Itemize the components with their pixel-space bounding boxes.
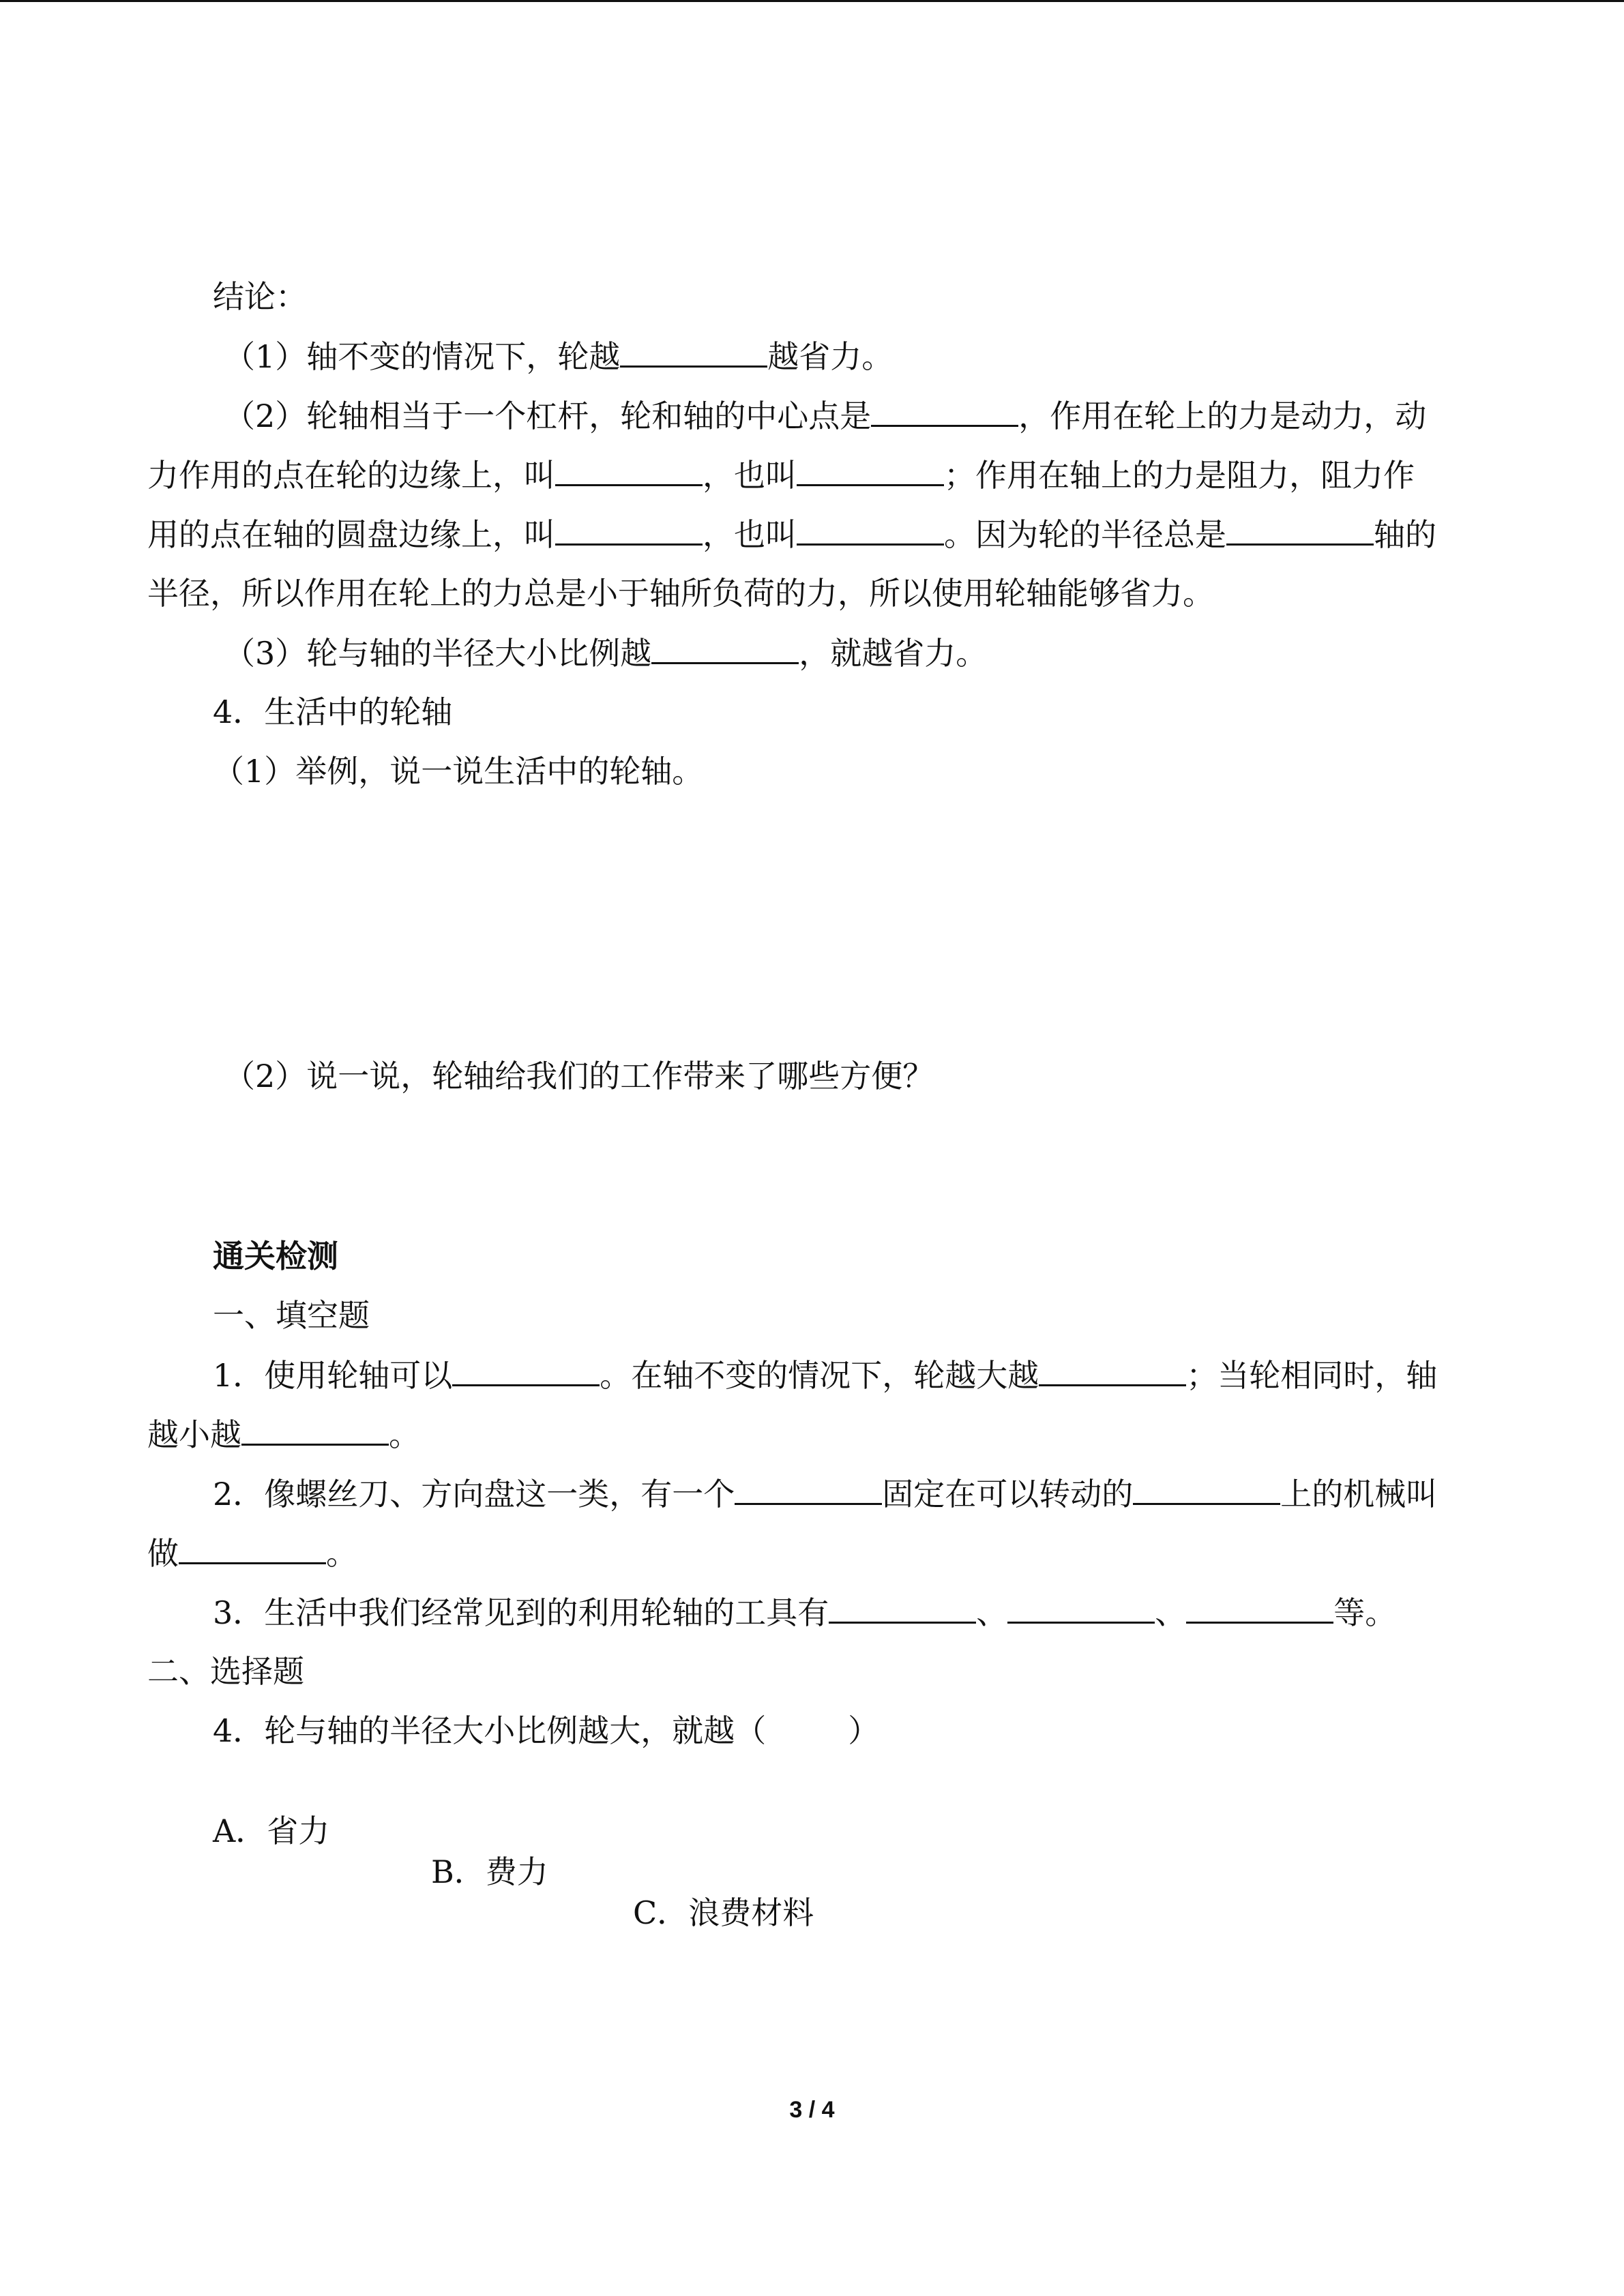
option-c[interactable]: C．浪费材料	[633, 1894, 814, 1931]
answer-blank[interactable]	[1007, 1592, 1155, 1624]
answer-blank[interactable]	[797, 513, 944, 546]
page-number: 3 / 4	[789, 2097, 835, 2123]
fill-question-3: 3．生活中我们经常见到的利用轮轴的工具有 、 、 等。	[0, 1592, 1624, 1632]
test-title: 通关检测	[213, 1238, 338, 1274]
life-heading: 4．生活中的轮轴	[213, 694, 453, 730]
conclusion-item-2-line-4: 半径，所以作用在轮上的力总是小于轴所负荷的力，所以使用轮轴能够省力。	[147, 575, 1214, 612]
conclusion-item-1: （1）轴不变的情况下，轮越 越省力。	[0, 336, 1624, 376]
answer-blank[interactable]	[179, 1532, 326, 1564]
option-b[interactable]: B．费力	[431, 1853, 548, 1890]
top-border	[0, 0, 1624, 2]
fill-question-1-cont: 越小越 。	[0, 1414, 1624, 1455]
answer-blank[interactable]	[651, 632, 799, 664]
answer-blank[interactable]	[1226, 513, 1374, 546]
conclusion-item-2-line-3: 用的点在轴的圆盘边缘上，叫 ，也叫 。因为轮的半径总是 轴的	[0, 513, 1624, 554]
choice-options	[0, 1770, 1624, 1931]
conclusion-item-2-line-2: 力作用的点在轮的边缘上，叫 ，也叫 ；作用在轴上的力是阻力，阻力作	[0, 454, 1624, 495]
conclusion-item-3: （3）轮与轴的半径大小比例越 ，就越省力。	[0, 632, 1624, 673]
fill-question-1: 1．使用轮轴可以 。在轴不变的情况下，轮越大越 ；当轮相同时，轴	[0, 1354, 1624, 1395]
life-question-1: （1）举例，说一说生活中的轮轴。	[213, 753, 704, 790]
option-a[interactable]: A．省力	[213, 1813, 330, 1849]
answer-blank[interactable]	[735, 1473, 882, 1505]
fill-heading: 一、填空题	[213, 1297, 370, 1334]
choice-heading: 二、选择题	[147, 1653, 304, 1690]
fill-question-2: 2．像螺丝刀、方向盘这一类，有一个 固定在可以转动的 上的机械叫	[0, 1473, 1624, 1514]
answer-blank[interactable]	[1133, 1473, 1280, 1505]
answer-blank[interactable]	[1039, 1354, 1186, 1386]
answer-blank[interactable]	[620, 336, 767, 368]
conclusion-item-2-line-1: （2）轮轴相当于一个杠杆，轮和轴的中心点是 ，作用在轮上的力是动力，动	[0, 395, 1624, 436]
life-question-2: （2）说一说，轮轴给我们的工作带来了哪些方便？	[224, 1058, 934, 1094]
fill-question-2-cont: 做 。	[0, 1532, 1624, 1573]
answer-blank[interactable]	[452, 1354, 600, 1386]
answer-blank[interactable]	[1186, 1592, 1333, 1624]
answer-blank[interactable]	[797, 454, 944, 486]
answer-blank[interactable]	[871, 395, 1018, 427]
answer-blank[interactable]	[241, 1414, 389, 1446]
answer-blank[interactable]	[555, 513, 703, 546]
answer-blank[interactable]	[829, 1592, 976, 1624]
answer-blank[interactable]	[555, 454, 703, 486]
conclusion-heading: 结论：	[213, 278, 307, 315]
choice-question-4: 4．轮与轴的半径大小比例越大，就越（ ）	[213, 1712, 880, 1749]
